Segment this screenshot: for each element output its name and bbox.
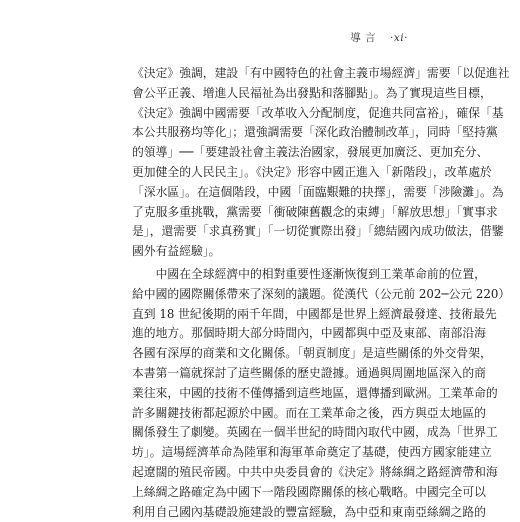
text-line: 本公共服務均等化」；還強調需要「深化政治體制改革」，同時「堅持黨 xyxy=(132,125,498,140)
text-line: 許多關鍵技術都起源於中國。而在工業革命之後，西方與亞太地區的 xyxy=(132,405,486,420)
text-line: 是」，還需要「求真務實」「一切從實際出發」「總結國內成功做法，借鑒 xyxy=(132,224,504,239)
text-line: 了克服多重挑戰，黨需要「衝破陳舊觀念的束縛」「解放思想」「實事求 xyxy=(132,204,498,219)
text-line: 本書第一篇就探討了這些關係的歷史證據。通過與周圍地區深入的商 xyxy=(132,365,486,380)
text-line: 《決定》強調，建設「有中國特色的社會主義市場經濟」需要「以促進社 xyxy=(132,66,510,80)
text-line: 更加健全的人民民主」。《決定》形容中國正進入「新階段」，改革處於 xyxy=(132,164,492,179)
text-line: 《決定》強調中國需要「改革收入分配制度，促進共同富裕」，確保「基 xyxy=(132,105,504,120)
page-number: ·xi· xyxy=(390,32,408,44)
text-line: 國外有益經驗」。 xyxy=(132,244,221,259)
text-line: 進的地方。那個時期大部分時間內，中國都與中亞及東部、南部沿海 xyxy=(132,326,486,341)
text-line: 上絲綢之路確定為中國下一階段國際關係的核心戰略。中國完全可以 xyxy=(132,484,486,499)
text-line: 坊」。這場經濟革命為陸軍和海軍革命奠定了基礎，使西方國家能建立 xyxy=(132,445,492,460)
paragraph xyxy=(132,64,510,262)
paragraph xyxy=(132,265,511,522)
header-title: 導 言 xyxy=(350,32,377,44)
text-line: 直到 18 世紀後期的兩千年間，中國都是世界上經濟最發達、技術最先 xyxy=(132,306,497,321)
text-line: 中國在全球經濟中的相對重要性逐漸恢復到工業革命前的位置， xyxy=(132,266,486,281)
text-line: 業往來，中國的技術不僅傳播到這些地區，還傳播到歐洲。工業革命的 xyxy=(132,385,498,400)
body-text xyxy=(132,64,511,522)
text-line: 起遼闊的殖民帝國。中共中央委員會的《決定》將絲綢之路經濟帶和海 xyxy=(132,464,498,479)
text-line: 關係發生了劇變。英國在一個半世紀的時間內取代中國，成為「世界工 xyxy=(132,425,498,440)
text-line: 會公平正義、增進人民福祉為出發點和落腳點」。為了實現這些目標， xyxy=(132,85,492,100)
running-header xyxy=(350,30,408,45)
text-line: 的領導」──「要建設社會主義法治國家，發展更加廣泛、更加充分、 xyxy=(132,145,489,160)
text-line: 各國有深厚的商業和文化關係。「朝貢制度」是這些關係的外交骨架， xyxy=(132,346,492,361)
text-line: 給中國的國際關係帶來了深刻的議題。從漢代（公元前 202─公元 220） xyxy=(132,286,511,301)
text-line: 利用自己國內基礎設施建設的豐富經驗，為中亞和東南亞絲綢之路的 xyxy=(132,504,486,519)
text-line: 「深水區」。在這個階段，中國「面臨艱難的抉擇」，需要「涉險灘」。為 xyxy=(132,184,504,199)
